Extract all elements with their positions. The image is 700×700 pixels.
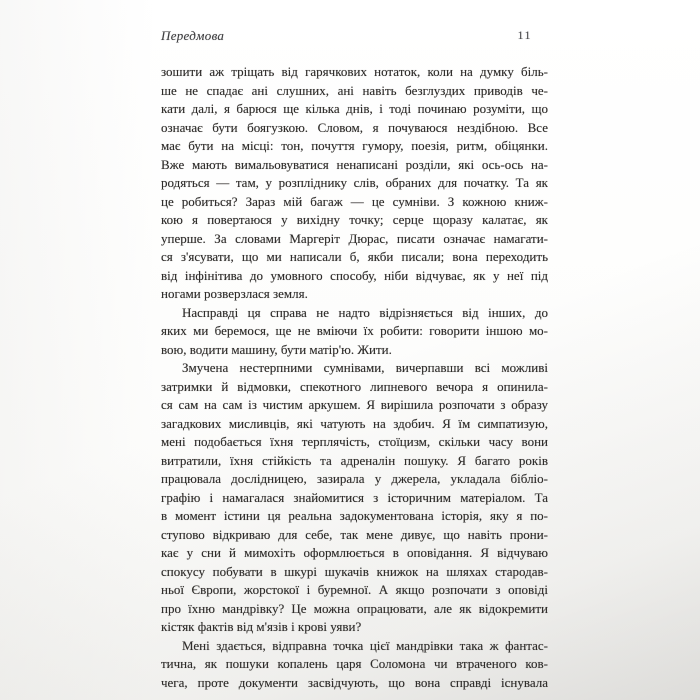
text-line: мені подобається їхня терплячість, стоїцизм, скільки часу вони [161,434,548,449]
text-line: від інфінітива до умовного способу, ніби відчуває, як у неї під [161,267,548,283]
body-text [161,63,548,692]
text-line: чега, проте документи засвідчують, що вона справді існувала [161,674,548,690]
text-line: означає бути боягузкою. Словом, я почуваюся нездібною. Все [161,119,548,135]
text-line: Мені здається, відправна точка цієї мандрівки така ж фантас- [182,637,548,653]
text-line: кати далі, я барюся ще кілька днів, і тоді починаю розуміти, що [161,101,548,116]
text-line: ся з'ясувати, що ми написали б, якби писали; вона переходить [161,249,548,264]
text-line: ступово відкриваю для себе, так мене дивує, що навіть прони- [161,526,548,542]
text-line: про їхню мандрівку? Це можна опрацювати, але як відокремити [161,600,548,616]
text-line: Вже мають вимальовуватися ненаписані розділи, які ось-ось на- [161,156,548,172]
page-header [161,27,532,45]
text-line: витратили, їхня стійкість та адреналін пошуку. Я багато років [161,452,548,468]
paragraph [161,359,548,637]
text-line: кістяк фактів від м'язів і крові уяви? [161,619,362,634]
text-line: в момент істини ця реальна задокументована історія, яку я по- [161,508,548,523]
text-line: яких ми беремося, ще не вміючи їх робити: говорити іншою мо- [161,323,548,338]
text-line: зошити аж тріщать від гарячкових нотаток, коли на думку біль- [161,64,548,79]
text-line: ся сам на сам із чистим аркушем. Я вирішила розпочати з образу [161,397,548,412]
page-number: 11 [517,28,532,42]
text-line: тична, як пошуки копалень царя Соломона чи втраченого ков- [161,656,548,671]
text-line: ше не спадає ані слушних, ані навіть безглуздих приводів че- [161,82,548,98]
text-line: загадкових мисливців, які чатують на здобич. Я їм симпатизую, [161,415,548,431]
text-line: вою, водити машину, бути матір'ю. Жити. [161,341,392,357]
paragraph [161,637,548,693]
text-line: спокусу побувати в шкурі шукачів книжок на шляхах стародав- [161,563,548,579]
text-line: це робиться? Зараз мій багаж — це сумніви. З кожною книж- [161,193,548,209]
text-line: Насправді ця справа не надто відрізняється від інших, до [182,304,548,320]
text-line: затримки й відмовки, спекотного липневого вечора я опинила- [161,378,548,394]
text-line: має бути на місці: тон, почуття гумору, поезія, ритм, обіцянки. [161,138,548,153]
paragraph [161,63,548,304]
text-line: Змучена нестерпними сумнівами, вичерпавши всі можливі [182,360,548,375]
text-line: працювала дослідницею, зазирала у джерела, укладала бібліо- [161,471,548,486]
text-line: родяться — там, у розпліднику слів, обраних для початку. Та як [161,175,548,190]
text-line: ногами розверзлася земля. [161,286,308,301]
text-line: графію і намагалася знайомитися з історичним матеріалом. Та [161,489,548,505]
text-line: ньої Європи, жорстокої і буремної. А якщо розпочати з оповіді [161,582,548,597]
text-line: уперше. За словами Маргеріт Дюрас, писати означає намагати- [161,230,548,246]
text-line: кою я повертаюся у вихідну точку; серце щоразу калатає, як [161,212,548,227]
paragraph [161,304,548,360]
running-title: Передмова [161,28,225,43]
text-line: кає у сни й мимохіть оформлюється в оповідання. Я відчуваю [161,545,548,560]
